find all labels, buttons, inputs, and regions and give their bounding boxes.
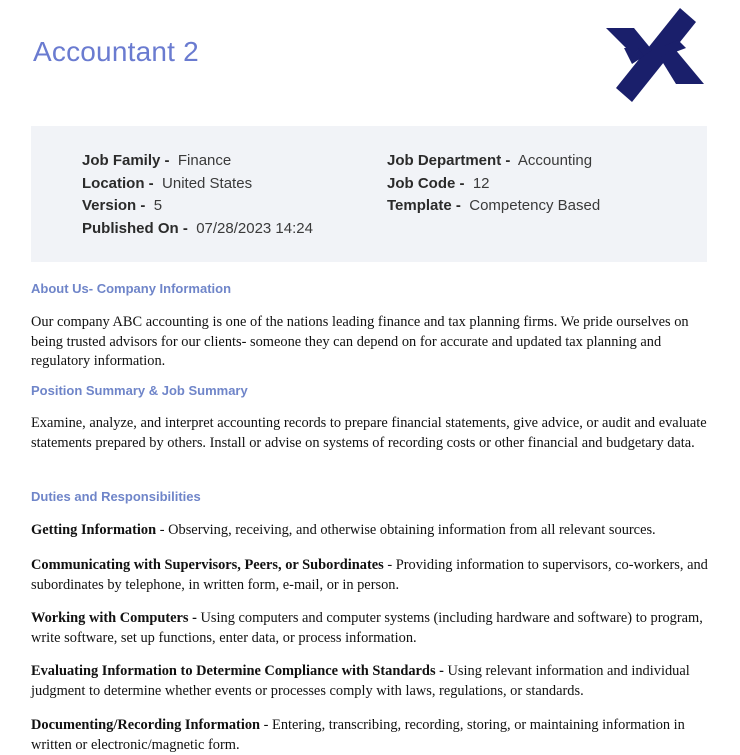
job-family-row: [82, 150, 313, 173]
location-label: Location -: [82, 174, 154, 192]
duty-item: [31, 716, 711, 755]
duty-title: Working with Computers -: [31, 610, 197, 626]
duties-heading: Duties and Responsibilities: [31, 489, 201, 504]
duty-title: Getting Information: [31, 522, 157, 538]
location-value: United States: [162, 174, 253, 192]
published-on-row: [82, 218, 313, 241]
job-department-label: Job Department -: [387, 152, 511, 169]
job-department-value: Accounting: [517, 152, 593, 169]
duty-text: Using relevant information and individual judgment to determine whether events or processes comply with laws, regulations, or standards.: [31, 663, 690, 699]
duty-text: - Providing information to supervisors, co-workers, and subordinates by telephone, in written form, e-mail, or in person.: [31, 557, 708, 593]
duty-title: Evaluating Information to Determine Compliance with Standards -: [31, 663, 444, 679]
x-logo-icon: [604, 6, 706, 104]
version-row: [82, 195, 313, 218]
template-value: Competency Based: [469, 197, 601, 215]
duty-title: Documenting/Recording Information: [31, 717, 261, 733]
job-code-label: Job Code -: [387, 174, 465, 192]
duty-title: Communicating with Supervisors, Peers, or Subordinates: [31, 557, 384, 573]
job-family-label: Job Family -: [82, 152, 170, 169]
published-on-value: 07/28/2023 14:24: [196, 219, 313, 237]
duty-item: [31, 662, 711, 701]
template-label: Template -: [387, 197, 461, 215]
duty-item: [31, 556, 711, 595]
job-code-row: [387, 173, 600, 196]
duty-text: Using computers and computer systems (including hardware and software) to program, write software, set up functions, enter data, or process information.: [31, 610, 703, 646]
job-info-right-column: [387, 150, 600, 218]
published-on-label: Published On -: [82, 219, 188, 237]
version-value: 5: [153, 197, 163, 215]
duty-text: - Entering, transcribing, recording, storing, or maintaining information in written or electronic/magnetic form.: [31, 717, 685, 753]
job-code-value: 12: [472, 174, 490, 192]
about-us-heading: About Us- Company Information: [31, 281, 232, 296]
version-label: Version -: [82, 197, 146, 215]
job-family-value: Finance: [177, 152, 232, 169]
duty-item: [31, 521, 711, 541]
about-us-text: Our company ABC accounting is one of the nations leading finance and tax planning firms. We pride ourselves on being trusted advisors for our clients- someone they can depend on for accurate and updated tax planning and regulatory information.: [31, 314, 689, 369]
template-row: [387, 195, 600, 218]
location-row: [82, 173, 313, 196]
job-department-row: [387, 150, 600, 173]
duty-text: - Observing, receiving, and otherwise obtaining information from all relevant sources.: [156, 522, 656, 538]
page-title: Accountant 2: [33, 36, 199, 67]
duty-item: [31, 609, 711, 648]
job-info-left-column: [82, 150, 313, 240]
position-summary-text: Examine, analyze, and interpret accounting records to prepare financial statements, give advice, or audit and evaluate statements prepared by others. Install or advise on systems of recording costs or other financial and budgetary data.: [31, 415, 707, 451]
job-info-panel: [31, 126, 707, 262]
position-summary-heading: Position Summary & Job Summary: [31, 383, 248, 398]
